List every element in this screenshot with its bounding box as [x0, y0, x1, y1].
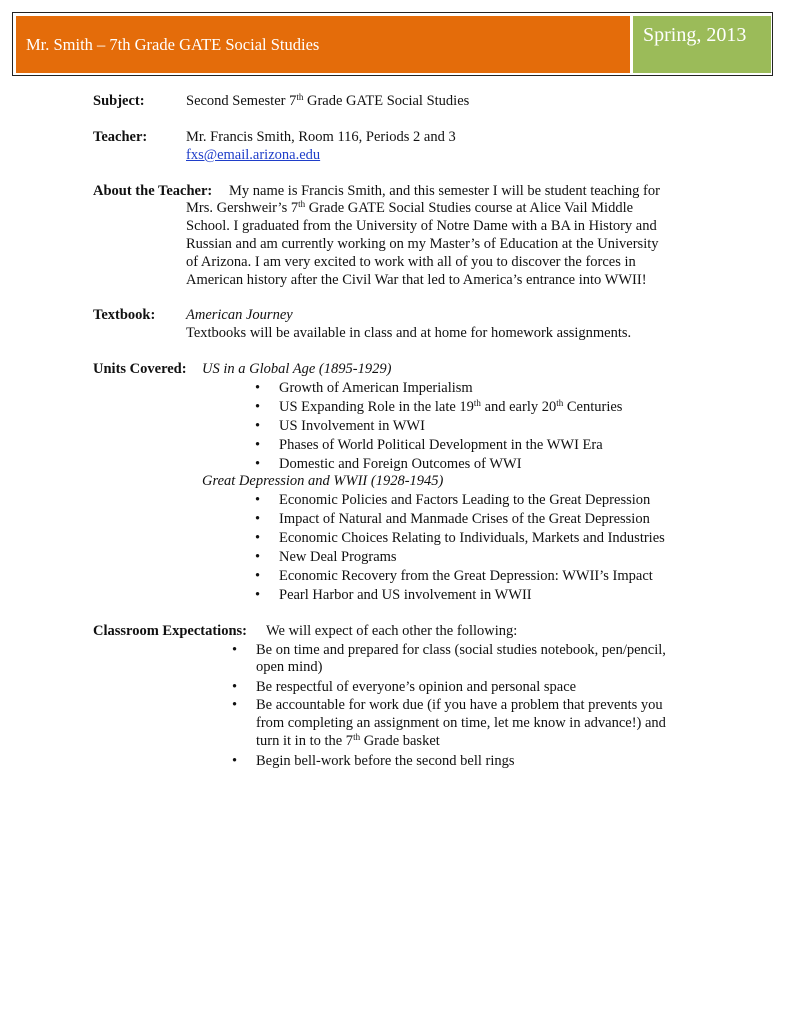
list-item: • Pearl Harbor and US involvement in WWII: [279, 586, 532, 604]
list-item-continued: open mind): [256, 659, 323, 675]
header-title-bar: [16, 16, 630, 73]
list-item-text: US Expanding Role in the late 19: [279, 399, 474, 415]
subject-sup: th: [296, 92, 304, 102]
header-title: Mr. Smith – 7th Grade GATE Social Studies: [26, 35, 320, 54]
about-line-5: of Arizona. I am very excited to work with all of you to discover the forces in: [186, 254, 636, 270]
about-label: About the Teacher:: [93, 183, 213, 199]
list-item-text-mid: and early 20: [480, 399, 557, 415]
list-item: • Growth of American Imperialism: [279, 379, 473, 397]
textbook-title: American Journey: [186, 307, 293, 323]
about-line-1: My name is Francis Smith, and this semester I will be student teaching for: [229, 183, 660, 199]
header-season-box: [633, 16, 771, 73]
about-line-2-sup: th: [298, 199, 306, 209]
about-line-3: School. I graduated from the University of Notre Dame with a BA in History and: [186, 218, 657, 234]
about-line-2-text: Mrs. Gershweir’s 7: [186, 200, 299, 216]
list-item: • Be respectful of everyone’s opinion and personal space: [256, 678, 576, 696]
about-line-2: [186, 199, 633, 217]
about-line-4: Russian and am currently working on my Master’s of Education at the University: [186, 236, 659, 252]
subject-text-end: Grade GATE Social Studies: [303, 93, 470, 109]
list-item: • Be accountable for work due (if you have a problem that prevents you: [256, 696, 663, 714]
list-item: • New Deal Programs: [279, 548, 397, 566]
list-item-continued: [256, 732, 440, 750]
list-item-text-end: Centuries: [563, 399, 623, 415]
list-item-sup: th: [473, 398, 481, 408]
expectations-intro: We will expect of each other the following:: [266, 623, 518, 639]
list-item: • Economic Policies and Factors Leading to the Great Depression: [279, 491, 650, 509]
teacher-line: Mr. Francis Smith, Room 116, Periods 2 and 3: [186, 129, 456, 145]
list-item-sup-2: th: [556, 398, 564, 408]
teacher-email-link[interactable]: fxs@email.arizona.edu: [186, 147, 321, 163]
list-item-text: turn it in to the 7: [256, 733, 354, 749]
list-item: • Impact of Natural and Manmade Crises of the Great Depression: [279, 510, 650, 528]
expectations-label: Classroom Expectations:: [93, 623, 247, 639]
about-line-2-text-end: Grade GATE Social Studies course at Alice Vail Middle: [305, 200, 634, 216]
about-line-6: American history after the Civil War that led to America’s entrance into WWII!: [186, 272, 647, 288]
unit-1-title: US in a Global Age (1895-1929): [202, 361, 392, 377]
subject-text: Second Semester 7: [186, 93, 297, 109]
subject-value: [186, 92, 469, 110]
list-item: • Economic Choices Relating to Individuals, Markets and Industries: [279, 529, 665, 547]
textbook-label: Textbook:: [93, 307, 156, 323]
teacher-label: Teacher:: [93, 129, 148, 145]
list-item: • US Involvement in WWI: [279, 417, 425, 435]
list-item: • Economic Recovery from the Great Depression: WWII’s Impact: [279, 567, 653, 585]
list-item-continued: from completing an assignment on time, let me know in advance!) and: [256, 715, 666, 731]
textbook-note: Textbooks will be available in class and at home for homework assignments.: [186, 325, 632, 341]
list-item: • Begin bell-work before the second bell rings: [256, 752, 515, 770]
unit-2-title: Great Depression and WWII (1928-1945): [202, 473, 444, 489]
list-item: • Domestic and Foreign Outcomes of WWI: [279, 455, 522, 473]
units-label: Units Covered:: [93, 361, 187, 377]
list-item: • Be on time and prepared for class (social studies notebook, pen/pencil,: [256, 641, 666, 659]
list-item-text-end: Grade basket: [360, 733, 440, 749]
list-item-sup: th: [353, 732, 361, 742]
list-item: [279, 398, 622, 416]
list-item: • Phases of World Political Development in the WWI Era: [279, 436, 603, 454]
subject-label: Subject:: [93, 93, 145, 109]
header-season: Spring, 2013: [643, 24, 747, 46]
